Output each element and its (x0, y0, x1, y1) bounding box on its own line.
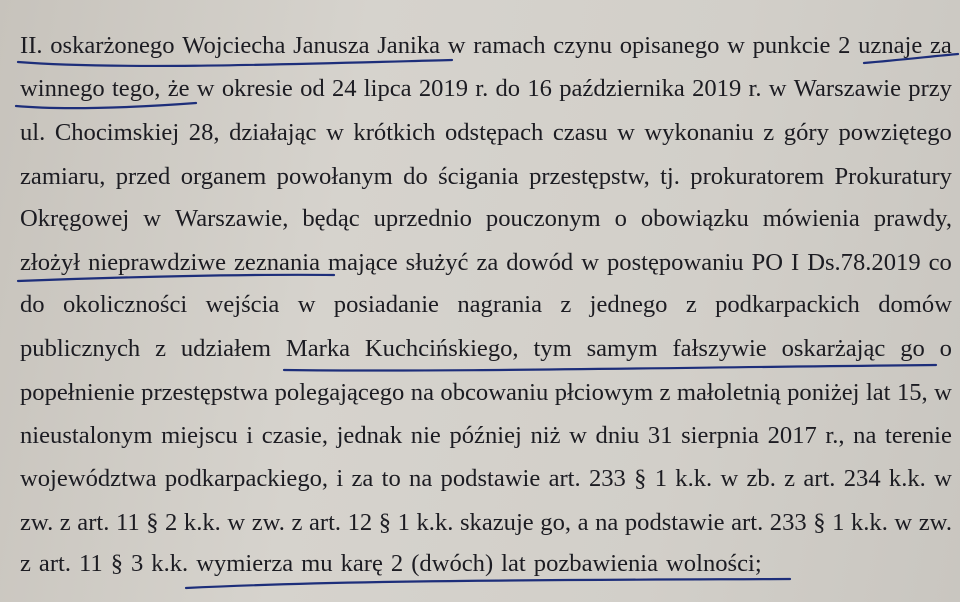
text-line (20, 549, 952, 579)
word: lipca (363, 75, 412, 102)
word: w (894, 509, 913, 536)
word: płciowym (554, 379, 654, 406)
word: Kuchcińskiego, (364, 335, 519, 362)
word: zb. (746, 465, 776, 492)
word: Janika (377, 32, 441, 59)
word: w (447, 32, 466, 59)
word: 3 (131, 550, 144, 577)
word: oskarżając (781, 335, 886, 362)
word: § (813, 509, 826, 536)
word: zw. (251, 509, 285, 536)
word: z (20, 550, 31, 577)
word: a (577, 509, 589, 536)
word: w (617, 119, 635, 146)
word: r. (475, 75, 489, 102)
word: publicznych (20, 335, 141, 362)
word: Marka (285, 335, 351, 362)
word: pozbawienia (533, 550, 659, 577)
word: złożył (20, 249, 81, 276)
word: okoliczności (62, 291, 188, 318)
word: Prokuratury (834, 163, 952, 190)
word: do (20, 291, 45, 318)
word: mające (328, 249, 398, 276)
word: obcowaniu (440, 379, 549, 406)
word: powziętego (838, 119, 952, 146)
word: udziałem (180, 335, 271, 362)
word: domów (878, 291, 952, 318)
word: II. (20, 32, 43, 59)
word: § (146, 509, 159, 536)
word: nieustalonym (20, 422, 153, 449)
word: w (934, 465, 952, 492)
word: 234 (843, 465, 881, 492)
word: 16 (527, 75, 552, 102)
word: z (763, 119, 775, 146)
word: tym (533, 335, 572, 362)
text-line (20, 204, 952, 234)
word: zeznania (234, 249, 321, 276)
word: zw. (20, 509, 54, 536)
word: 31 (647, 422, 673, 449)
word: § (634, 465, 647, 492)
word: zw. (918, 509, 952, 536)
word: PO (751, 249, 784, 276)
word: 2019 (692, 75, 742, 102)
word: od (300, 75, 325, 102)
word: zamiaru, (20, 163, 106, 190)
word: miejscu (161, 422, 238, 449)
word: mu (301, 550, 333, 577)
word: w (720, 465, 739, 492)
word: działając (229, 119, 317, 146)
word: o (614, 205, 627, 232)
word: przed (115, 163, 171, 190)
word: nieprawdziwe (88, 249, 227, 276)
word: 11 (115, 509, 140, 536)
word: 15, (896, 379, 928, 406)
word: z (155, 335, 166, 362)
word: 2 (390, 550, 404, 577)
word: w (227, 509, 246, 536)
word: art. (308, 509, 342, 536)
text-line (20, 74, 952, 104)
word: 1 (832, 509, 845, 536)
word: ścigania (438, 163, 519, 190)
word: Wojciecha (182, 32, 286, 59)
word: r. (748, 75, 762, 102)
word: podstawie (624, 509, 725, 536)
word: w (727, 32, 745, 59)
text-line (20, 378, 952, 408)
word: art. (548, 465, 581, 492)
word: czasie, (261, 422, 328, 449)
word: go, (540, 509, 572, 536)
text-line (20, 290, 952, 320)
word: października (559, 75, 685, 102)
word: prokuratorem (690, 163, 825, 190)
underline-wymierza-kare (186, 579, 790, 588)
word: czasu (552, 119, 608, 146)
word: art. (731, 509, 764, 536)
word: k.k. (888, 465, 926, 492)
word: na (409, 465, 433, 492)
word: okresie (221, 75, 293, 102)
word: za (929, 32, 952, 59)
word: do (495, 75, 521, 102)
word: I (791, 249, 800, 276)
word: i (246, 422, 254, 449)
word: wolności; (666, 550, 762, 577)
word: w (569, 422, 587, 449)
word: 11 (79, 550, 103, 577)
word: ramach (473, 32, 546, 59)
word: karę (340, 550, 383, 577)
word: góry (783, 119, 829, 146)
word: popełnienie (20, 379, 135, 406)
word: powołanym (276, 163, 393, 190)
word: niż (530, 422, 561, 449)
word: w (768, 75, 787, 102)
word: uprzednio (373, 205, 472, 232)
word: Ds.78.2019 (807, 249, 921, 276)
word: wejścia (205, 291, 280, 318)
text-line (20, 31, 952, 61)
word: z (685, 291, 697, 318)
word: § (378, 509, 392, 536)
word: art. (38, 550, 72, 577)
word: przy (908, 75, 952, 102)
word: w (326, 119, 344, 146)
word: krótkich (353, 119, 436, 146)
word: 2 (838, 32, 851, 59)
word: później (449, 422, 522, 449)
word: 12 (347, 509, 373, 536)
word: Warszawie, (174, 205, 289, 232)
word: polegającego (274, 379, 405, 406)
word: będąc (302, 205, 360, 232)
word: wykonaniu (644, 119, 754, 146)
word: odstępach (444, 119, 544, 146)
word: wymierza (196, 550, 294, 577)
word: w (143, 205, 161, 232)
word: postępowaniu (606, 249, 744, 276)
text-line (20, 248, 952, 278)
text-line (20, 464, 952, 494)
word: lat (865, 379, 891, 406)
word: art. (803, 465, 836, 492)
word: z (659, 379, 671, 406)
word: Janusza (293, 32, 370, 59)
word: posiadanie (333, 291, 439, 318)
word: sierpnia (681, 422, 759, 449)
word: tj. (660, 163, 680, 190)
word: 1 (397, 509, 410, 536)
word: Okręgowej (20, 205, 130, 232)
text-line (20, 162, 952, 192)
word: z (59, 509, 71, 536)
word: winnego (20, 75, 105, 102)
word: w (581, 249, 599, 276)
word: województwa (20, 465, 157, 492)
word: fałszywie (672, 335, 767, 362)
word: obowiązku (640, 205, 749, 232)
word: za (476, 249, 499, 276)
word: z (560, 291, 572, 318)
word: go (900, 335, 925, 362)
word: przestępstwa (141, 379, 269, 406)
word: organem (180, 163, 267, 190)
word: k.k. (675, 465, 713, 492)
word: art. (77, 509, 110, 536)
word: podkarpackich (715, 291, 860, 318)
word: dniu (595, 422, 640, 449)
word: z (291, 509, 303, 536)
word: na (410, 379, 434, 406)
word: podkarpackiego, (164, 465, 329, 492)
word: co (928, 249, 952, 276)
word: 233 (588, 465, 626, 492)
word: nie (410, 422, 441, 449)
word: prawdy, (873, 205, 952, 232)
word: lat (501, 550, 526, 577)
word: w (934, 379, 952, 406)
word: przestępstw, (529, 163, 650, 190)
word: jednak (336, 422, 403, 449)
underline-marek-kuchcinski (284, 365, 936, 371)
word: i (336, 465, 344, 492)
word: poniżej (787, 379, 860, 406)
word: Warszawie (793, 75, 902, 102)
word: mówienia (762, 205, 860, 232)
word: jednego (589, 291, 668, 318)
word: na (853, 422, 877, 449)
word: pouczonym (485, 205, 601, 232)
word: 24 (331, 75, 357, 102)
word: służyć (405, 249, 469, 276)
word: o (939, 335, 952, 362)
word: małoletnią (676, 379, 781, 406)
word: 2 (165, 509, 178, 536)
text-line (20, 118, 952, 148)
word: dowód (506, 249, 574, 276)
text-line (20, 334, 952, 364)
word: uznaje (858, 32, 923, 59)
word: Chocimskiej (54, 119, 180, 146)
word: terenie (885, 422, 952, 449)
word: opisanego (619, 32, 720, 59)
word: to (381, 465, 401, 492)
word: § (110, 550, 123, 577)
word: k.k. (151, 550, 189, 577)
word: czynu (553, 32, 613, 59)
word: 233 (769, 509, 807, 536)
word: ul. (20, 119, 46, 146)
word: k.k. (416, 509, 454, 536)
word: podstawie (440, 465, 541, 492)
word: punkcie (752, 32, 831, 59)
word: oskarżonego (50, 32, 175, 59)
text-line (20, 508, 952, 538)
word: na (595, 509, 619, 536)
word: r., (825, 422, 845, 449)
word: w (297, 291, 316, 318)
word: 1 (654, 465, 667, 492)
word: za (351, 465, 374, 492)
word: nagrania (457, 291, 542, 318)
word: 28, (188, 119, 220, 146)
word: 2019 (418, 75, 469, 102)
word: skazuje (459, 509, 534, 536)
word: do (403, 163, 428, 190)
word: k.k. (183, 509, 221, 536)
word: z (784, 465, 796, 492)
word: 2017 (767, 422, 817, 449)
word: (dwóch) (411, 550, 494, 577)
text-line (20, 421, 952, 451)
word: w (196, 75, 215, 102)
word: tego, (111, 75, 161, 102)
word: że (167, 75, 190, 102)
word: k.k. (850, 509, 888, 536)
word: samym (586, 335, 658, 362)
